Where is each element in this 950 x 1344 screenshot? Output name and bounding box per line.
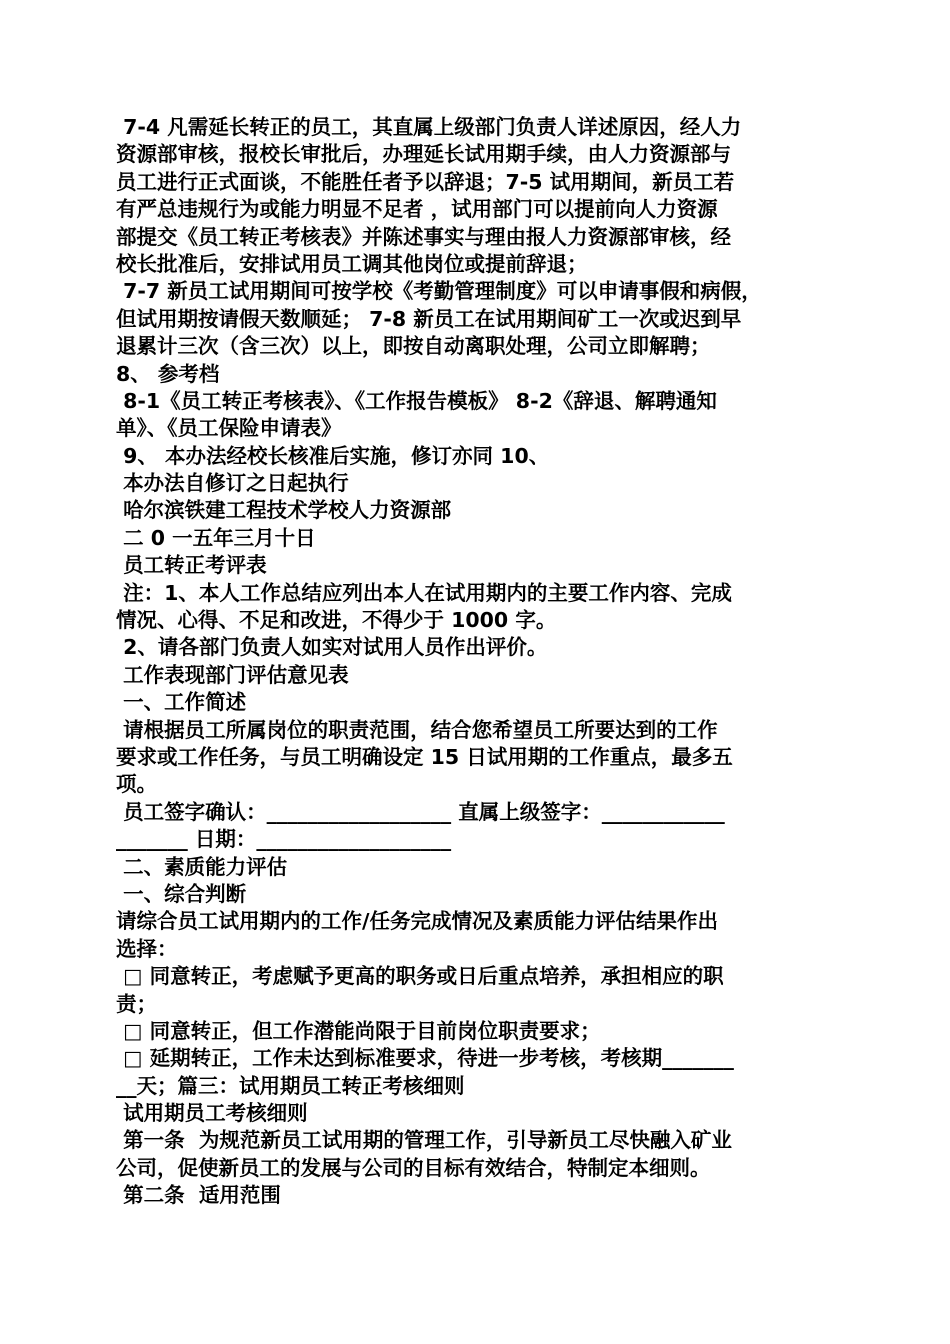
text-line-6: 校长批准后，安排试用员工调其他岗位或提前辞退； bbox=[116, 251, 588, 276]
text-line-31: 选择： bbox=[116, 936, 178, 961]
issuer-name: 哈尔滨铁建工程技术学校人力资源部 bbox=[116, 498, 452, 523]
text-line-36: __天；篇三：试用期员工转正考核细则 bbox=[116, 1073, 465, 1098]
text-line-30: 请综合员工试用期内的工作/任务完成情况及素质能力评估结果作出 bbox=[116, 909, 718, 934]
section-heading-reference: 8、 参考档 bbox=[116, 361, 220, 386]
text-line-5: 部提交《员工转正考核表》并陈述事实与理由报人力资源部审核，经 bbox=[116, 224, 731, 249]
text-line-25: 项。 bbox=[116, 772, 157, 797]
text-line-4: 有严总违规行为或能力明显不足者 ，试用部门可以提前向人力资源 bbox=[116, 197, 718, 222]
text-line-9: 退累计三次（含三次）以上，即按自动离职处理，公司立即解聘； bbox=[116, 334, 711, 359]
form-subtitle: 工作表现部门评估意见表 bbox=[116, 662, 349, 687]
text-line-3: 员工进行正式面谈，不能胜任者予以辞退；7-5 试用期间，新员工若 bbox=[116, 169, 735, 194]
text-line-23: 请根据员工所属岗位的职责范围，结合您希望员工所要达到的工作 bbox=[116, 717, 718, 742]
checkbox-option-3: □ 延期转正，工作未达到标准要求，待进一步考核，考核期_______ bbox=[116, 1046, 734, 1071]
text-line-7: 7-7 新员工试用期间可按学校《考勤管理制度》可以申请事假和病假， bbox=[116, 279, 762, 304]
section-heading-work-summary: 一、工作简述 bbox=[116, 690, 247, 715]
text-line-24: 要求或工作任务，与员工明确设定 15 日试用期的工作重点，最多五 bbox=[116, 744, 733, 769]
text-line-13: 9、 本办法经校长核准后实施，修订亦同 10、 bbox=[116, 443, 550, 468]
article-two-heading: 第二条 适用范围 bbox=[116, 1183, 281, 1208]
section-heading-ability: 二、素质能力评估 bbox=[116, 854, 288, 879]
text-line-18: 注：1、本人工作总结应列出本人在试用期内的主要工作内容、完成 bbox=[116, 580, 732, 605]
text-line-33: 责； bbox=[116, 991, 157, 1016]
checkbox-option-1: □ 同意转正，考虑赋予更高的职务或日后重点培养，承担相应的职 bbox=[116, 964, 724, 989]
text-line-1: 7-4 凡需延长转正的员工，其直属上级部门负责人详述原因，经人力 bbox=[116, 115, 742, 139]
text-line-11: 8-1《员工转正考核表》、《工作报告模板》 8-2《辞退、解聘通知 bbox=[116, 388, 717, 413]
form-title: 员工转正考评表 bbox=[116, 553, 267, 578]
rules-title: 试用期员工考核细则 bbox=[116, 1101, 308, 1126]
text-line-14: 本办法自修订之日起执行 bbox=[116, 471, 349, 496]
text-line-2: 资源部审核，报校长审批后，办理延长试用期手续，由人力资源部与 bbox=[116, 142, 731, 167]
issue-date: 二 0 一五年三月十日 bbox=[116, 525, 316, 550]
text-line-20: 2、请各部门负责人如实对试用人员作出评价。 bbox=[116, 635, 548, 660]
checkbox-option-2: □ 同意转正，但工作潜能尚限于目前岗位职责要求； bbox=[116, 1018, 601, 1043]
signature-line: 员工签字确认：__________________ 直属上级签字：____________ bbox=[116, 799, 725, 824]
text-line-8: 但试用期按请假天数顺延； 7-8 新员工在试用期间矿工一次或迟到早 bbox=[116, 306, 742, 331]
text-line-12: 单》、《员工保险申请表》 bbox=[116, 416, 342, 441]
text-line-38: 第一条 为规范新员工试用期的管理工作，引导新员工尽快融入矿业 bbox=[116, 1128, 732, 1153]
date-line: _______ 日期：___________________ bbox=[116, 827, 452, 852]
document-body bbox=[116, 114, 846, 1210]
text-line-39: 公司，促使新员工的发展与公司的目标有效结合，特制定本细则。 bbox=[116, 1155, 711, 1180]
section-heading-judgement: 一、综合判断 bbox=[116, 881, 247, 906]
text-line-19: 情况、心得、不足和改进，不得少于 1000 字。 bbox=[116, 608, 557, 633]
